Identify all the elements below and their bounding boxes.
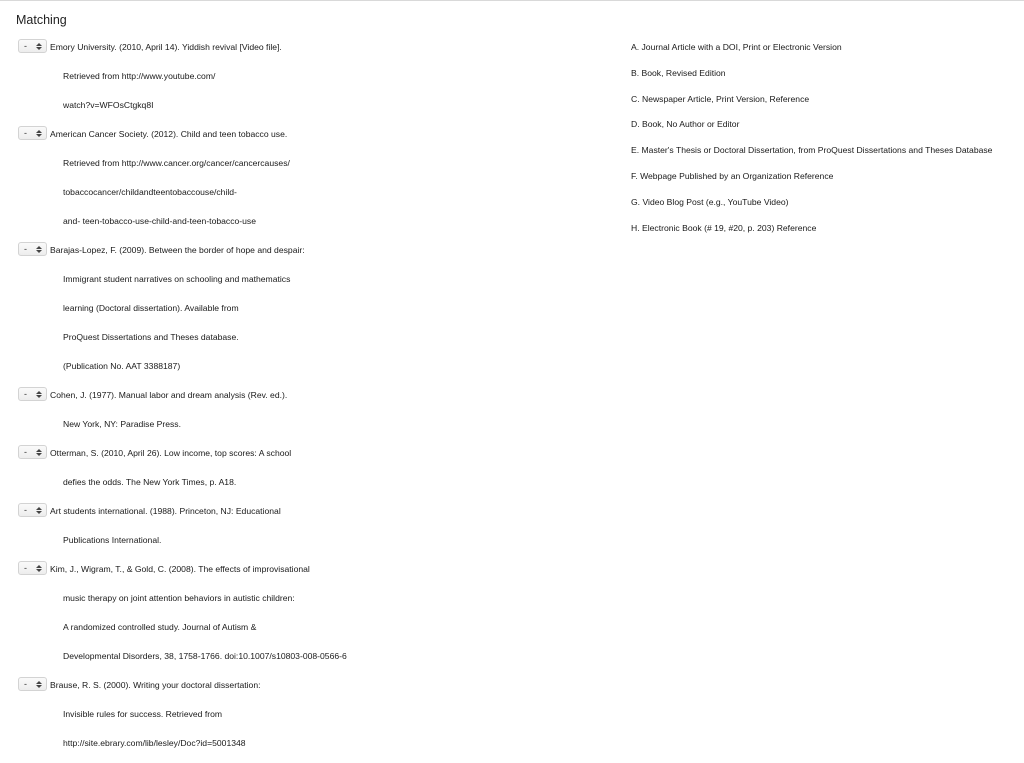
question-item [18, 502, 618, 560]
question-text: Emory University. (2010, April 14). Yiddish revival [Video file]. [50, 42, 282, 52]
question-text: Retrieved from http://www.youtube.com/ [63, 71, 216, 81]
question-text: learning (Doctoral dissertation). Available from [63, 303, 239, 313]
select-arrows-icon [36, 43, 42, 50]
select-arrows-icon [36, 449, 42, 456]
select-arrows-icon [36, 246, 42, 253]
answer-select[interactable] [18, 242, 47, 256]
question-text: Retrieved from http://www.cancer.org/cancer/cancercauses/ [63, 158, 290, 168]
answer-select[interactable] [18, 677, 47, 691]
answer-option: A. Journal Article with a DOI, Print or Electronic Version [631, 42, 842, 52]
select-arrows-icon [36, 391, 42, 398]
answer-select[interactable] [18, 39, 47, 53]
question-text: (Publication No. AAT 3388187) [63, 361, 181, 371]
section-heading: Matching [16, 13, 67, 27]
select-value: - [24, 244, 27, 254]
question-item [18, 676, 618, 763]
answer-option: B. Book, Revised Edition [631, 67, 726, 78]
question-text: ProQuest Dissertations and Theses database. [63, 332, 239, 342]
question-text: Otterman, S. (2010, April 26). Low income, top scores: A school [50, 448, 292, 458]
select-value: - [24, 41, 27, 51]
question-item [18, 560, 618, 676]
questions-list [18, 38, 618, 763]
answer-select[interactable] [18, 387, 47, 401]
answer-option: C. Newspaper Article, Print Version, Reference [631, 93, 810, 104]
question-text: music therapy on joint attention behaviors in autistic children: [63, 593, 295, 603]
select-arrows-icon [36, 507, 42, 514]
question-item [18, 38, 618, 125]
answer-select[interactable] [18, 445, 47, 459]
question-item [18, 241, 618, 386]
select-value: - [24, 505, 27, 515]
select-value: - [24, 563, 27, 573]
question-text: Invisible rules for success. Retrieved from [63, 709, 223, 719]
question-text: Kim, J., Wigram, T., & Gold, C. (2008). The effects of improvisational [50, 564, 310, 574]
question-text: American Cancer Society. (2012). Child and teen tobacco use. [50, 129, 288, 139]
select-value: - [24, 128, 27, 138]
select-value: - [24, 447, 27, 457]
question-item [18, 444, 618, 502]
answer-select[interactable] [18, 126, 47, 140]
question-text: A randomized controlled study. Journal of Autism & [63, 622, 257, 632]
question-text: Developmental Disorders, 38, 1758-1766. doi:10.1007/s10803-008-0566-6 [63, 651, 347, 661]
question-text: New York, NY: Paradise Press. [63, 419, 181, 429]
question-text: watch?v=WFOsCtgkq8I [63, 100, 154, 110]
select-value: - [24, 679, 27, 689]
question-text: Cohen, J. (1977). Manual labor and dream analysis (Rev. ed.). [50, 390, 288, 400]
question-text: Immigrant student narratives on schooling and mathematics [63, 274, 291, 284]
answer-option: F. Webpage Published by an Organization Reference [631, 170, 834, 181]
answer-options-list [631, 38, 1021, 244]
question-text: http://site.ebrary.com/lib/lesley/Doc?id=5001348 [63, 738, 246, 748]
answer-option: E. Master's Thesis or Doctoral Dissertation, from ProQuest Dissertations and Theses Database [631, 145, 993, 156]
select-arrows-icon [36, 565, 42, 572]
select-arrows-icon [36, 681, 42, 688]
answer-option: G. Video Blog Post (e.g., YouTube Video) [631, 196, 789, 207]
question-text: Art students international. (1988). Princeton, NJ: Educational [50, 506, 281, 516]
answer-option: H. Electronic Book (# 19, #20, p. 203) Reference [631, 222, 817, 233]
select-arrows-icon [36, 130, 42, 137]
question-text: Brause, R. S. (2000). Writing your doctoral dissertation: [50, 680, 261, 690]
question-text: Barajas-Lopez, F. (2009). Between the border of hope and despair: [50, 245, 305, 255]
question-text: and- teen-tobacco-use-child-and-teen-tobacco-use [63, 216, 256, 226]
question-item [18, 125, 618, 241]
answer-option: D. Book, No Author or Editor [631, 119, 740, 130]
question-text: tobaccocancer/childandteentobaccouse/child- [63, 187, 237, 197]
answer-select[interactable] [18, 503, 47, 517]
top-divider [0, 0, 1024, 1]
question-item [18, 386, 618, 444]
select-value: - [24, 389, 27, 399]
question-text: Publications International. [63, 535, 162, 545]
question-text: defies the odds. The New York Times, p. A18. [63, 477, 237, 487]
answer-select[interactable] [18, 561, 47, 575]
